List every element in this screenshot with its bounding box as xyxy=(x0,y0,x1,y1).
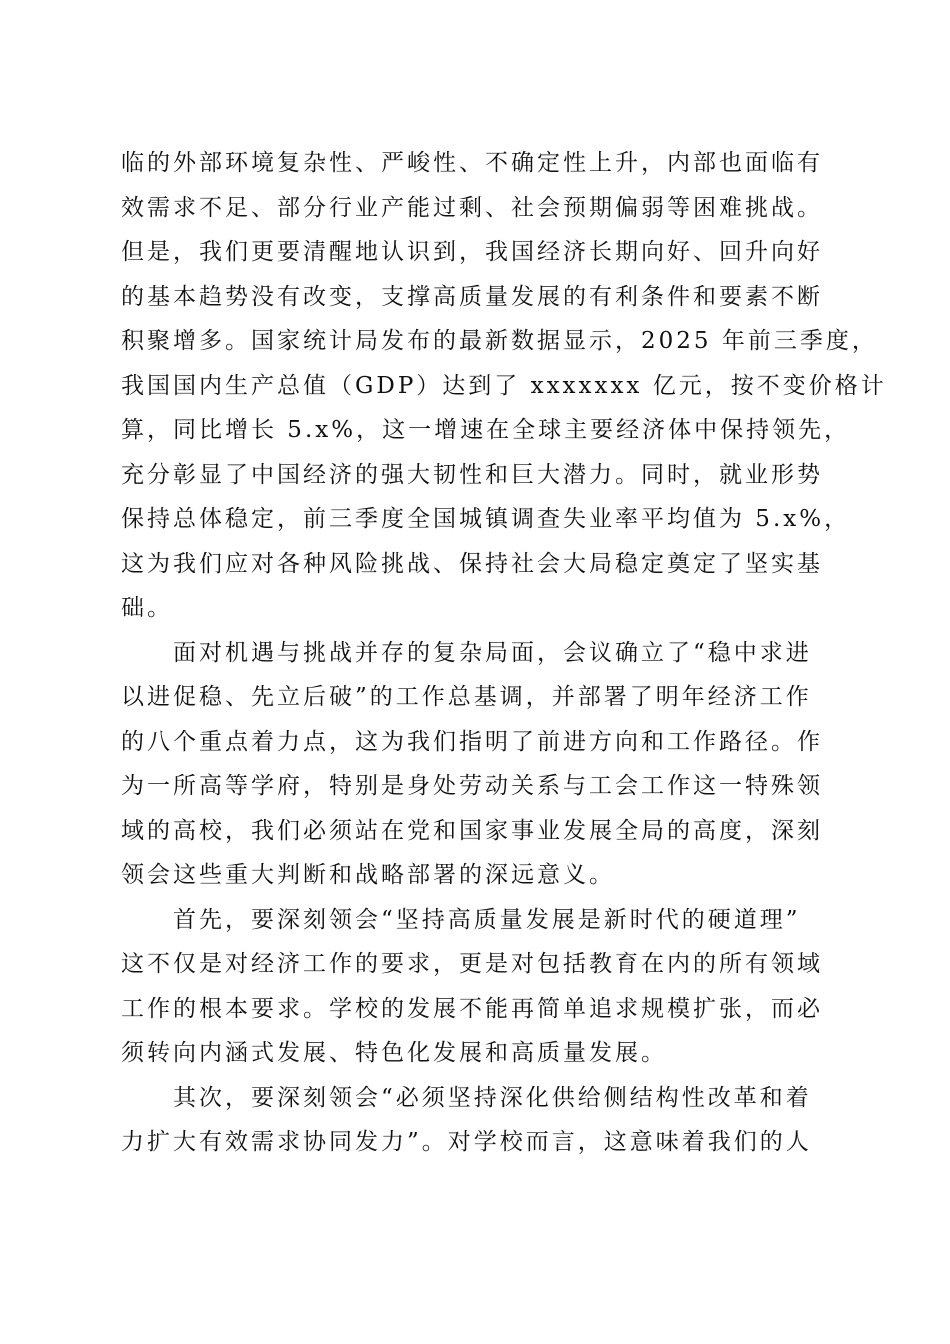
paragraph-1 xyxy=(121,141,887,631)
text-line: 工作的根本要求。学校的发展不能再简单追求规模扩张，而必 xyxy=(121,995,823,1022)
document-body xyxy=(121,141,887,1165)
text-line: 须转向内涵式发展、特色化发展和高质量发展。 xyxy=(121,1040,667,1066)
text-line: 保持总体稳定，前三季度全国城镇调查失业率平均值为 5.x%， xyxy=(121,506,851,532)
text-line-indented: 首先，要深刻领会“坚持高质量发展是新时代的硬道理” xyxy=(173,906,801,933)
text-line: 领会这些重大判断和战略部署的深远意义。 xyxy=(121,862,615,888)
text-line: 这为我们应对各种风险挑战、保持社会大局稳定奠定了坚实基 xyxy=(121,550,823,577)
text-line: 算，同比增长 5.x%，这一增速在全球主要经济体中保持领先， xyxy=(121,417,851,443)
text-line: 的基本趋势没有改变，支撑高质量发展的有利条件和要素不断 xyxy=(121,283,823,310)
text-line-indented: 面对机遇与挑战并存的复杂局面，会议确立了“稳中求进 xyxy=(173,639,812,666)
paragraph-4 xyxy=(121,1076,841,1165)
text-line: 我国国内生产总值（GDP）达到了 xxxxxxx 亿元，按不变价格计 xyxy=(121,372,887,399)
text-line: 以进促稳、先立后破”的工作总基调，并部署了明年经济工作 xyxy=(121,684,812,710)
paragraph-3 xyxy=(121,898,841,1076)
text-line: 积聚增多。国家统计局发布的最新数据显示，2025 年前三季度， xyxy=(121,328,878,354)
text-line: 为一所高等学府，特别是身处劳动关系与工会工作这一特殊领 xyxy=(121,773,823,799)
text-line: 充分彰显了中国经济的强大韧性和巨大潜力。同时，就业形势 xyxy=(121,461,823,488)
paragraph-2 xyxy=(121,631,841,898)
text-line: 力扩大有效需求协同发力”。对学校而言，这意味着我们的人 xyxy=(121,1129,812,1155)
text-line-indented: 其次，要深刻领会“必须坚持深化供给侧结构性改革和着 xyxy=(173,1084,812,1111)
text-line: 的八个重点着力点，这为我们指明了前进方向和工作路径。作 xyxy=(121,728,823,755)
text-line: 但是，我们更要清醒地认识到，我国经济长期向好、回升向好 xyxy=(121,239,823,265)
text-line: 域的高校，我们必须站在党和国家事业发展全局的高度，深刻 xyxy=(121,817,823,844)
text-line: 这不仅是对经济工作的要求，更是对包括教育在内的所有领域 xyxy=(121,951,823,977)
text-line: 础。 xyxy=(121,595,173,621)
text-line: 临的外部环境复杂性、严峻性、不确定性上升，内部也面临有 xyxy=(121,150,823,176)
text-line: 效需求不足、部分行业产能过剩、社会预期偏弱等困难挑战。 xyxy=(121,194,823,221)
